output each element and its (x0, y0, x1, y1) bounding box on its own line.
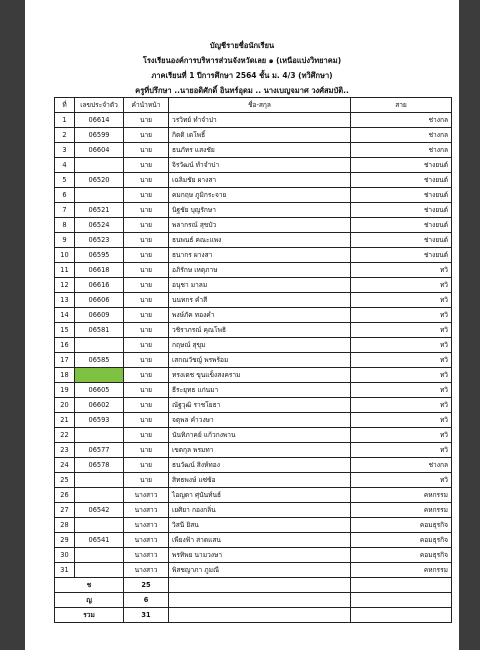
table-row (55, 173, 452, 188)
advisors-line: ครูที่ปรึกษา ..นายอดิศักดิ์ อินทร์อุดม .. นางเบญจมาศ วงศ์สมบัติ.. (135, 86, 349, 95)
table-row (55, 563, 452, 578)
cell-student-id: 06520 (75, 173, 124, 188)
cell-no: 6 (55, 188, 75, 203)
table-row (55, 533, 452, 548)
term-info: ภาคเรียนที่ 1 ปีการศึกษา 2564 ชั้น ม. 4/3 (ทวิศึกษา) (151, 71, 333, 80)
cell-track: ช่างยนต์ (351, 203, 452, 218)
summary-empty-cell (351, 608, 452, 623)
cell-prefix: นาย (124, 398, 169, 413)
cell-student-id (75, 368, 124, 383)
cell-student-id: 06604 (75, 143, 124, 158)
cell-prefix: นาย (124, 263, 169, 278)
cell-name: พรทิพย นามวงษา (169, 548, 351, 563)
table-row (55, 308, 452, 323)
col-header-prefix: คำนำหน้า (124, 98, 169, 113)
cell-student-id (75, 473, 124, 488)
cell-name: อภิรักษ เหตุภาษ (169, 263, 351, 278)
cell-name: นนทกร คำสี (169, 293, 351, 308)
cell-no: 25 (55, 473, 75, 488)
table-row (55, 353, 452, 368)
cell-prefix: นาย (124, 203, 169, 218)
cell-no: 15 (55, 323, 75, 338)
cell-name: ธนภัทร แสงชัย (169, 143, 351, 158)
cell-no: 17 (55, 353, 75, 368)
summary-empty-cell (169, 593, 351, 608)
cell-track: ทวิ (351, 353, 452, 368)
table-row (55, 398, 452, 413)
cell-no: 3 (55, 143, 75, 158)
cell-prefix: นาย (124, 353, 169, 368)
cell-prefix: นางสาว (124, 518, 169, 533)
col-header-track: สาย (351, 98, 452, 113)
table-row (55, 428, 452, 443)
student-roster-table (54, 97, 452, 623)
cell-name: วิสนี ยิสน (169, 518, 351, 533)
summary-row (55, 578, 452, 593)
summary-value: 31 (124, 608, 169, 623)
table-row (55, 518, 452, 533)
table-row (55, 338, 452, 353)
cell-no: 4 (55, 158, 75, 173)
cell-track: ทวิ (351, 473, 452, 488)
table-row (55, 413, 452, 428)
cell-track: ช่างกล (351, 458, 452, 473)
cell-student-id: 06577 (75, 443, 124, 458)
table-header-row (55, 98, 452, 113)
cell-name: ธนากร ผางสา (169, 248, 351, 263)
cell-no: 7 (55, 203, 75, 218)
table-row (55, 278, 452, 293)
cell-prefix: นาย (124, 233, 169, 248)
cell-student-id: 06585 (75, 353, 124, 368)
cell-no: 2 (55, 128, 75, 143)
cell-name: ธนวัฒน์ สิงห์ทอง (169, 458, 351, 473)
cell-no: 19 (55, 383, 75, 398)
table-row (55, 113, 452, 128)
table-row (55, 158, 452, 173)
cell-no: 8 (55, 218, 75, 233)
cell-name: พงษ์ภัค ทองคำ (169, 308, 351, 323)
cell-track: ช่างยนต์ (351, 158, 452, 173)
cell-no: 5 (55, 173, 75, 188)
cell-prefix: นางสาว (124, 548, 169, 563)
table-row (55, 473, 452, 488)
cell-prefix: นาย (124, 473, 169, 488)
table-row (55, 248, 452, 263)
cell-track: คอมธุรกิจ (351, 518, 452, 533)
cell-no: 30 (55, 548, 75, 563)
cell-name: กฤษณ์ สุขุม (169, 338, 351, 353)
cell-track: ทวิ (351, 263, 452, 278)
summary-value: 6 (124, 593, 169, 608)
table-row (55, 233, 452, 248)
cell-no: 13 (55, 293, 75, 308)
table-row (55, 548, 452, 563)
cell-prefix: นาย (124, 323, 169, 338)
summary-label: รวม (55, 608, 124, 623)
cell-track: ช่างกล (351, 113, 452, 128)
cell-no: 16 (55, 338, 75, 353)
cell-no: 28 (55, 518, 75, 533)
cell-name: จิรวัฒน์ ทำจำปา (169, 158, 351, 173)
cell-prefix: นางสาว (124, 488, 169, 503)
cell-track: ทวิ (351, 368, 452, 383)
cell-track: ช่างกล (351, 143, 452, 158)
cell-prefix: นางสาว (124, 503, 169, 518)
cell-student-id: 06606 (75, 293, 124, 308)
table-row (55, 383, 452, 398)
cell-no: 24 (55, 458, 75, 473)
summary-body (55, 578, 452, 623)
cell-track: คหกรรม (351, 563, 452, 578)
cell-prefix: นาย (124, 113, 169, 128)
summary-label: ช (55, 578, 124, 593)
cell-no: 12 (55, 278, 75, 293)
cell-name: อนุชา มาลม (169, 278, 351, 293)
cell-student-id: 06618 (75, 263, 124, 278)
table-row (55, 188, 452, 203)
cell-no: 18 (55, 368, 75, 383)
cell-student-id: 06609 (75, 308, 124, 323)
table-row (55, 458, 452, 473)
cell-name: จตุพล คำวงษา (169, 413, 351, 428)
col-header-name: ชื่อ-สกุล (169, 98, 351, 113)
cell-name: เขตกุล พรมทา (169, 443, 351, 458)
cell-no: 20 (55, 398, 75, 413)
cell-student-id: 06614 (75, 113, 124, 128)
cell-name: ธนพนธ์ คณะแพง (169, 233, 351, 248)
cell-name: คมกฤษ ภูมิกระจาย (169, 188, 351, 203)
cell-prefix: นาย (124, 278, 169, 293)
cell-name: วรวิทย์ ทำจำปา (169, 113, 351, 128)
cell-name: เสกณวัชญ์ พรพร้อม (169, 353, 351, 368)
cell-student-id (75, 188, 124, 203)
cell-no: 29 (55, 533, 75, 548)
cell-name: กิตติ เดโพธิ์ (169, 128, 351, 143)
school-name: โรงเรียนองค์การบริหารส่วนจังหวัดเลย ๑ (เหนือแบ่งวิทยาคม) (142, 56, 342, 65)
cell-track: ทวิ (351, 428, 452, 443)
cell-prefix: นางสาว (124, 563, 169, 578)
cell-student-id: 06616 (75, 278, 124, 293)
cell-track: ทวิ (351, 308, 452, 323)
document-title: บัญชีรายชื่อนักเรียน (209, 41, 275, 50)
table-row (55, 143, 452, 158)
table-row (55, 293, 452, 308)
cell-prefix: นาย (124, 413, 169, 428)
summary-row (55, 608, 452, 623)
cell-name: ณัฐวุฒิ ราชโยธา (169, 398, 351, 413)
cell-name: ธีระยุทธ แก่นมา (169, 383, 351, 398)
cell-student-id: 06524 (75, 218, 124, 233)
cell-prefix: นาย (124, 293, 169, 308)
summary-empty-cell (351, 593, 452, 608)
cell-student-id: 06521 (75, 203, 124, 218)
cell-track: คหกรรม (351, 503, 452, 518)
table-row (55, 443, 452, 458)
cell-no: 14 (55, 308, 75, 323)
cell-name: นิฐชัย บุญรักษา (169, 203, 351, 218)
cell-student-id (75, 563, 124, 578)
summary-row (55, 593, 452, 608)
cell-prefix: นาย (124, 128, 169, 143)
cell-prefix: นางสาว (124, 533, 169, 548)
cell-student-id: 06542 (75, 503, 124, 518)
cell-no: 31 (55, 563, 75, 578)
cell-name: เพียงฟ้า สาดแสน (169, 533, 351, 548)
cell-name: วชิราภรณ์ คุณโพธิ (169, 323, 351, 338)
cell-student-id (75, 158, 124, 173)
table-row (55, 488, 452, 503)
cell-prefix: นาย (124, 443, 169, 458)
cell-no: 26 (55, 488, 75, 503)
cell-no: 22 (55, 428, 75, 443)
cell-prefix: นาย (124, 458, 169, 473)
cell-student-id: 06523 (75, 233, 124, 248)
cell-track: ทวิ (351, 398, 452, 413)
cell-no: 27 (55, 503, 75, 518)
cell-prefix: นาย (124, 143, 169, 158)
cell-track: ช่างกล (351, 128, 452, 143)
cell-student-id: 06581 (75, 323, 124, 338)
cell-track: ทวิ (351, 323, 452, 338)
cell-track: ช่างยนต์ (351, 218, 452, 233)
summary-empty-cell (351, 578, 452, 593)
table-row (55, 368, 452, 383)
cell-student-id: 06599 (75, 128, 124, 143)
roster-body (55, 113, 452, 578)
cell-track: ทวิ (351, 383, 452, 398)
cell-student-id: 06605 (75, 383, 124, 398)
cell-track: ทวิ (351, 443, 452, 458)
cell-prefix: นาย (124, 188, 169, 203)
table-row (55, 503, 452, 518)
cell-student-id (75, 518, 124, 533)
document-page (25, 0, 459, 650)
cell-name: พลากรณ์ สุขบัว (169, 218, 351, 233)
cell-no: 10 (55, 248, 75, 263)
cell-track: ทวิ (351, 293, 452, 308)
cell-prefix: นาย (124, 428, 169, 443)
summary-value: 25 (124, 578, 169, 593)
table-row (55, 203, 452, 218)
table-row (55, 128, 452, 143)
cell-student-id: 06595 (75, 248, 124, 263)
cell-name: ไอญดา ศุนันท์นธ์ (169, 488, 351, 503)
cell-track: ช่างยนต์ (351, 248, 452, 263)
summary-empty-cell (169, 578, 351, 593)
cell-track: คอมธุรกิจ (351, 533, 452, 548)
cell-student-id (75, 488, 124, 503)
cell-student-id (75, 338, 124, 353)
cell-prefix: นาย (124, 158, 169, 173)
cell-no: 21 (55, 413, 75, 428)
cell-track: ทวิ (351, 413, 452, 428)
cell-student-id: 06541 (75, 533, 124, 548)
cell-prefix: นาย (124, 338, 169, 353)
cell-prefix: นาย (124, 383, 169, 398)
cell-track: คอมธุรกิจ (351, 548, 452, 563)
cell-prefix: นาย (124, 218, 169, 233)
cell-name: พิสชญาภา ภูมณี (169, 563, 351, 578)
cell-name: นันทิภาคย์ แก้วกงพาน (169, 428, 351, 443)
cell-no: 1 (55, 113, 75, 128)
cell-name: ทรงเดช ขุนแข็งสงคราม (169, 368, 351, 383)
cell-prefix: นาย (124, 248, 169, 263)
cell-no: 11 (55, 263, 75, 278)
cell-name: เยศิยา กองกลิ่น (169, 503, 351, 518)
col-header-id: เลขประจำตัว (75, 98, 124, 113)
cell-prefix: นาย (124, 308, 169, 323)
cell-track: ช่างยนต์ (351, 233, 452, 248)
cell-track: ทวิ (351, 338, 452, 353)
table-row (55, 263, 452, 278)
cell-student-id (75, 548, 124, 563)
cell-student-id: 06602 (75, 398, 124, 413)
cell-track: ช่างยนต์ (351, 188, 452, 203)
table-row (55, 218, 452, 233)
cell-name: เฉลิมชัย ผางสา (169, 173, 351, 188)
cell-name: สิทธพงษ์ แซ่ซ้อ (169, 473, 351, 488)
cell-student-id: 06578 (75, 458, 124, 473)
cell-no: 9 (55, 233, 75, 248)
summary-label: ญ (55, 593, 124, 608)
cell-track: ช่างยนต์ (351, 173, 452, 188)
summary-empty-cell (169, 608, 351, 623)
cell-student-id (75, 428, 124, 443)
cell-prefix: นาย (124, 368, 169, 383)
col-header-no: ที่ (55, 98, 75, 113)
cell-student-id: 06593 (75, 413, 124, 428)
cell-track: ทวิ (351, 278, 452, 293)
cell-track: คหกรรม (351, 488, 452, 503)
cell-prefix: นาย (124, 173, 169, 188)
cell-no: 23 (55, 443, 75, 458)
table-row (55, 323, 452, 338)
